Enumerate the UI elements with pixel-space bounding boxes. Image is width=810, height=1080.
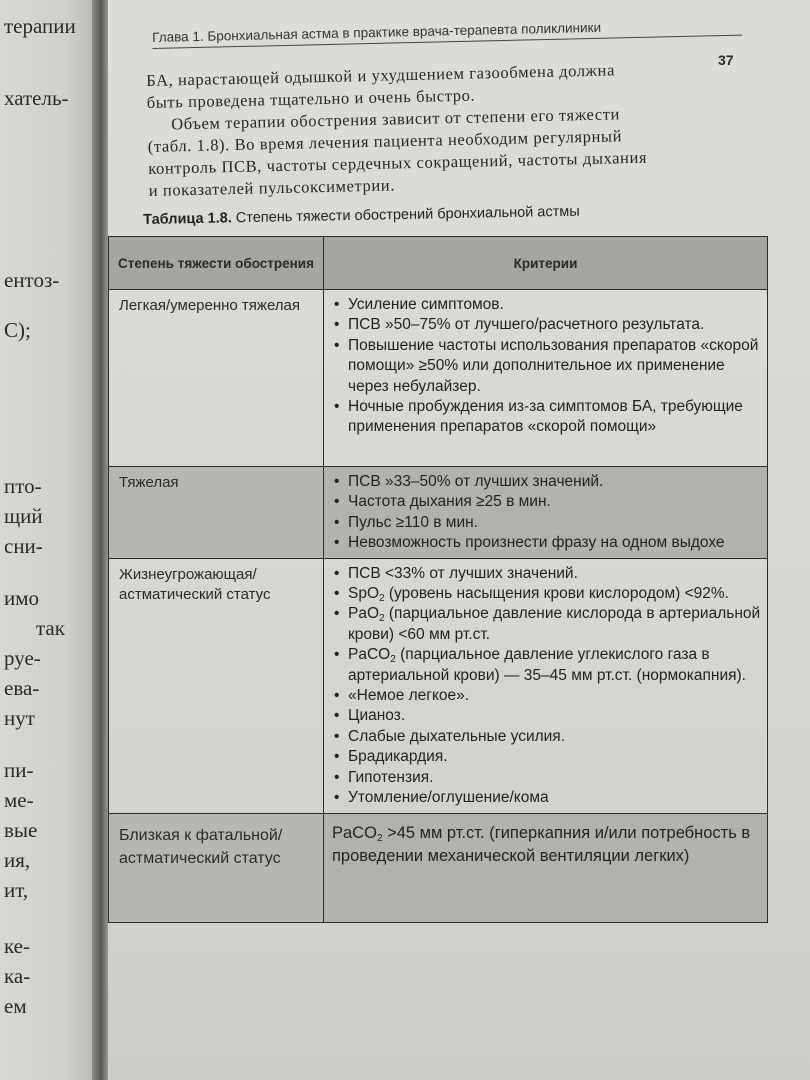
severity-cell: Легкая/умеренно тяжелая	[109, 290, 324, 467]
left-fragment: пи-	[4, 758, 34, 782]
left-fragment: нут	[4, 706, 35, 730]
criteria-item: • ПСВ »50–75% от лучшего/расчетного результата.	[330, 315, 761, 335]
page-number: 37	[718, 52, 734, 68]
criteria-list	[330, 295, 761, 438]
criteria-cell	[324, 467, 768, 559]
body-line: БА, нарастающей одышкой и ухудшением газообмена должна	[146, 60, 616, 90]
criteria-item: • Пульс ≥110 в мин.	[330, 513, 761, 533]
body-paragraph	[146, 56, 759, 202]
table-row	[109, 558, 768, 813]
table-caption-label: Таблица 1.8.	[143, 210, 232, 228]
left-fragment: руе-	[4, 646, 41, 670]
left-fragment: ке-	[4, 934, 30, 958]
left-fragment: вые	[4, 818, 38, 842]
book-page	[108, 0, 810, 1080]
criteria-item: • Ночные пробуждения из-за симптомов БА, требующие применения препаратов «скорой помощи»	[330, 397, 761, 438]
table-row	[109, 290, 768, 467]
previous-page	[0, 0, 96, 1080]
severity-table	[108, 236, 768, 923]
left-fragment: ентоз-	[4, 268, 60, 292]
left-fragment: терапии	[4, 14, 76, 38]
table-row	[109, 467, 768, 559]
table-caption	[143, 200, 743, 228]
left-fragment: сни-	[4, 534, 43, 558]
left-fragment: С);	[4, 318, 31, 342]
criteria-item: • PaO$_2$ (парциальное давление кислорода в артериальной крови) <60 мм рт.ст.	[330, 604, 761, 645]
criteria-list	[330, 564, 761, 809]
criteria-item: • Брадикардия.	[330, 747, 761, 767]
body-line: контроль ПСВ, частоты сердечных сокращений, частоты дыхания	[148, 147, 648, 178]
criteria-item: • PaCO$_2$ (парциальное давление углекислого газа в артериальной крови) — 35–45 мм рт.ст. (нормокапния).	[330, 645, 761, 686]
left-fragment: ия,	[4, 848, 31, 872]
left-fragment: так	[36, 616, 65, 640]
severity-cell: Жизнеугрожающая/ астматический статус	[109, 558, 324, 813]
criteria-cell	[324, 558, 768, 813]
header-criteria: Критерии	[324, 237, 768, 290]
criteria-item: • SpO$_2$ (уровень насыщения крови кислородом) <92%.	[330, 584, 761, 604]
left-fragment: ем	[4, 994, 27, 1018]
header-severity: Степень тяжести обострения	[109, 237, 324, 290]
criteria-item: • ПСВ »33–50% от лучших значений.	[330, 472, 761, 492]
body-line: (табл. 1.8). Во время лечения пациента необходим регулярный	[147, 126, 623, 156]
criteria-item: • Повышение частоты использования препаратов «скорой помощи» ≥50% или дополнительное их применение через небулайзер.	[330, 336, 761, 397]
left-fragment: ме-	[4, 788, 34, 812]
criteria-item: • Утомление/оглушение/кома	[330, 788, 761, 808]
body-line: Объем терапии обострения зависит от степени его тяжести	[171, 104, 621, 134]
severity-cell: Тяжелая	[109, 467, 324, 559]
body-line: быть проведена тщательно и очень быстро.	[146, 85, 476, 112]
left-fragment: щий	[4, 504, 43, 528]
table-caption-text: Степень тяжести обострений бронхиальной астмы	[231, 203, 580, 227]
table-row	[109, 813, 768, 922]
criteria-item: • Частота дыхания ≥25 в мин.	[330, 492, 761, 512]
running-head: Глава 1. Бронхиальная астма в практике врача-терапевта поликлиники	[152, 17, 742, 49]
criteria-list	[330, 472, 761, 554]
criteria-item: • Гипотензия.	[330, 768, 761, 788]
left-fragment: ева-	[4, 676, 40, 700]
criteria-item: • Невозможность произнести фразу на одном выдохе	[330, 533, 761, 553]
criteria-item: • Усиление симптомов.	[330, 295, 761, 315]
criteria-item: • Слабые дыхательные усилия.	[330, 727, 761, 747]
left-fragment: пто-	[4, 474, 42, 498]
left-fragment: ка-	[4, 964, 31, 988]
criteria-cell: PaCO$_2$ >45 мм рт.ст. (гиперкапния и/или потребность в проведении механической вентиляции легких)	[324, 813, 768, 922]
criteria-cell	[324, 290, 768, 467]
severity-table-wrapper	[108, 236, 768, 923]
left-fragment: хатель-	[4, 86, 69, 110]
criteria-item: • Цианоз.	[330, 706, 761, 726]
left-fragment: имо	[4, 586, 40, 610]
severity-cell: Близкая к фатальной/ астматический статус	[109, 813, 324, 922]
left-fragment: ит,	[4, 878, 29, 902]
criteria-item: • ПСВ <33% от лучших значений.	[330, 564, 761, 584]
criteria-item: • «Немое легкое».	[330, 686, 761, 706]
table-header-row	[109, 237, 768, 290]
body-line: и показателей пульсоксиметрии.	[148, 175, 396, 200]
